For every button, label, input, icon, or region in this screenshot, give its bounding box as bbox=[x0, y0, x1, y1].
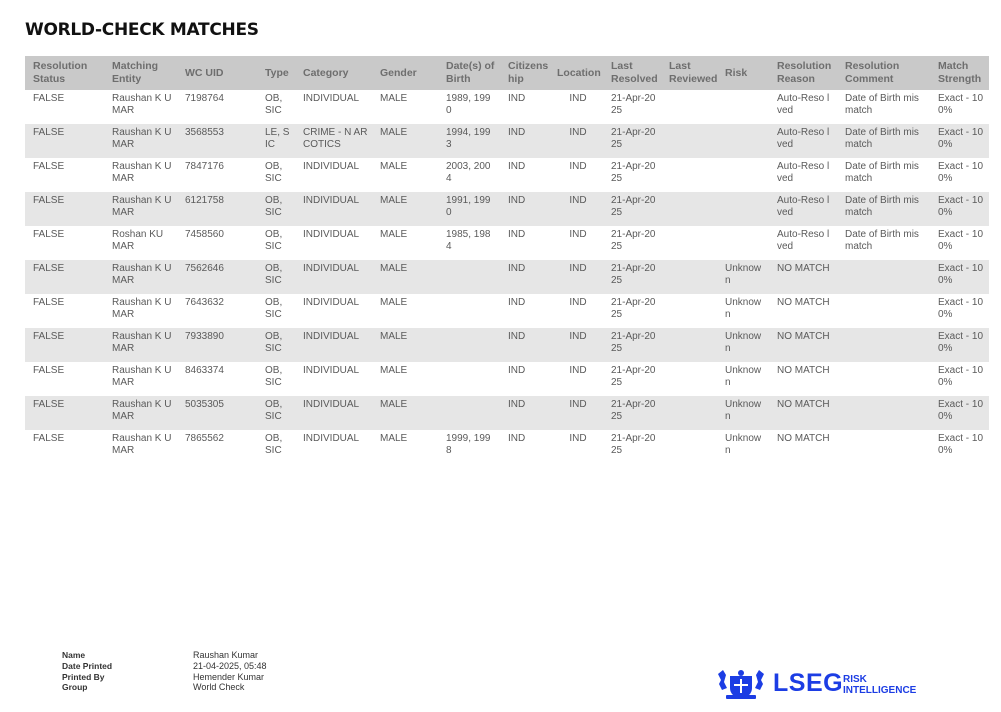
table-row bbox=[25, 226, 989, 260]
cell-resolution-reason: NO MATCH bbox=[769, 260, 837, 294]
cell-last-reviewed bbox=[661, 158, 717, 192]
cell-dob: 2003, 2004 bbox=[446, 161, 491, 184]
cell-wc-uid: 7865562 bbox=[185, 433, 224, 444]
cell-location: IND bbox=[549, 192, 603, 226]
footer-date-value: 21-04-2025, 05:48 bbox=[193, 660, 267, 671]
cell-resolution-comment bbox=[837, 260, 930, 294]
cell-location: IND bbox=[569, 297, 587, 308]
cell-citizenship: IND bbox=[508, 161, 526, 172]
footer-printed-by-value: Hemender Kumar bbox=[193, 671, 265, 682]
header-last-resolved: Last Resolved bbox=[603, 56, 661, 90]
cell-resolution-reason: NO MATCH bbox=[769, 396, 837, 430]
cell-wc-uid: 7933890 bbox=[177, 328, 257, 362]
header-gender: Gender bbox=[372, 56, 438, 90]
cell-resolution-status: FALSE bbox=[25, 328, 104, 362]
cell-type: OB, SIC bbox=[265, 297, 283, 320]
cell-last-reviewed bbox=[661, 124, 717, 158]
footer-name-value: Raushan Kumar bbox=[193, 650, 259, 660]
cell-risk bbox=[717, 192, 769, 226]
cell-match-strength: Exact - 100% bbox=[938, 365, 984, 388]
cell-last-reviewed bbox=[661, 226, 717, 260]
cell-type: OB, SIC bbox=[257, 192, 295, 226]
cell-risk: Unknown bbox=[725, 365, 762, 388]
cell-risk bbox=[717, 124, 769, 158]
cell-location: IND bbox=[569, 93, 587, 104]
cell-wc-uid: 8463374 bbox=[185, 365, 224, 376]
footer-group-value: World Check bbox=[193, 682, 245, 693]
cell-gender: MALE bbox=[380, 365, 408, 376]
cell-resolution-reason: Auto-Reso lved bbox=[769, 192, 837, 226]
cell-dob: 1985, 1984 bbox=[446, 229, 491, 252]
cell-resolution-status: FALSE bbox=[33, 93, 65, 104]
cell-resolution-status: FALSE bbox=[33, 365, 65, 376]
cell-dob: 1999, 1998 bbox=[446, 433, 491, 456]
cell-category: INDIVIDUAL bbox=[303, 93, 360, 104]
header-wc-uid: WC UID bbox=[177, 56, 257, 90]
cell-wc-uid: 7643632 bbox=[185, 297, 224, 308]
cell-category: INDIVIDUAL bbox=[303, 161, 360, 172]
cell-dob bbox=[438, 396, 500, 430]
header-type: Type bbox=[257, 56, 295, 90]
cell-category: INDIVIDUAL bbox=[303, 297, 360, 308]
cell-type: OB, SIC bbox=[257, 260, 295, 294]
cell-dob: 1989, 1990 bbox=[446, 93, 491, 116]
cell-match-strength: Exact - 100% bbox=[930, 260, 989, 294]
cell-match-strength: Exact - 100% bbox=[930, 328, 989, 362]
cell-wc-uid: 7562646 bbox=[177, 260, 257, 294]
cell-type: OB, SIC bbox=[265, 161, 283, 184]
header-risk: Risk bbox=[717, 56, 769, 90]
cell-matching-entity: Raushan K UMAR bbox=[104, 124, 177, 158]
logo-brand: LSEG bbox=[773, 669, 844, 697]
table-row bbox=[25, 124, 989, 158]
cell-type: OB, SIC bbox=[265, 433, 283, 456]
cell-citizenship: IND bbox=[500, 260, 549, 294]
cell-risk: Unknown bbox=[717, 328, 769, 362]
cell-category: CRIME - N ARCOTICS bbox=[295, 124, 372, 158]
cell-dob: 1994, 1993 bbox=[438, 124, 500, 158]
table-row bbox=[25, 362, 989, 396]
header-dob: Date(s) of Birth bbox=[438, 56, 500, 90]
cell-matching-entity: Raushan K UMAR bbox=[112, 93, 172, 116]
crest-icon bbox=[716, 668, 766, 702]
cell-last-resolved: 21-Apr-2025 bbox=[603, 328, 661, 362]
cell-matching-entity: Roshan KU MAR bbox=[112, 229, 164, 252]
cell-last-resolved: 21-Apr-2025 bbox=[603, 260, 661, 294]
cell-matching-entity: Raushan K UMAR bbox=[104, 260, 177, 294]
cell-resolution-status: FALSE bbox=[33, 297, 65, 308]
cell-resolution-comment bbox=[837, 396, 930, 430]
cell-resolution-reason: NO MATCH bbox=[769, 328, 837, 362]
cell-dob bbox=[438, 260, 500, 294]
cell-resolution-reason: Auto-Reso lved bbox=[769, 124, 837, 158]
cell-matching-entity: Raushan K UMAR bbox=[104, 192, 177, 226]
header-citizenship: Citizens hip bbox=[500, 56, 549, 90]
cell-gender: MALE bbox=[372, 396, 438, 430]
table-row bbox=[25, 192, 989, 226]
footer-name-label: Name bbox=[62, 650, 86, 660]
cell-resolution-comment bbox=[837, 294, 930, 328]
cell-citizenship: IND bbox=[500, 124, 549, 158]
header-resolution-reason: Resolution Reason bbox=[769, 56, 837, 90]
cell-type: OB, SIC bbox=[257, 396, 295, 430]
header-resolution-comment: Resolution Comment bbox=[837, 56, 930, 90]
logo-sub-line1: RISK bbox=[843, 674, 867, 685]
cell-category: INDIVIDUAL bbox=[295, 260, 372, 294]
lseg-logo bbox=[716, 668, 926, 702]
cell-type: OB, SIC bbox=[257, 328, 295, 362]
cell-last-reviewed bbox=[661, 192, 717, 226]
cell-last-resolved: 21-Apr-2025 bbox=[603, 396, 661, 430]
cell-citizenship: IND bbox=[508, 229, 526, 240]
cell-type: OB, SIC bbox=[265, 229, 283, 252]
cell-resolution-reason: Auto-Reso lved bbox=[777, 161, 830, 184]
header-matching-entity: Matching Entity bbox=[104, 56, 177, 90]
cell-resolution-comment: Date of Birth mismatch bbox=[845, 161, 919, 184]
cell-matching-entity: Raushan K UMAR bbox=[112, 365, 172, 388]
cell-resolution-comment: Date of Birth mismatch bbox=[837, 192, 930, 226]
cell-type: OB, SIC bbox=[265, 93, 283, 116]
cell-resolution-comment: Date of Birth mismatch bbox=[845, 93, 919, 116]
footer-date-label: Date Printed bbox=[62, 660, 113, 671]
cell-gender: MALE bbox=[380, 297, 408, 308]
cell-citizenship: IND bbox=[508, 365, 526, 376]
cell-resolution-comment bbox=[837, 328, 930, 362]
cell-risk bbox=[717, 226, 769, 260]
logo-subtitle bbox=[843, 674, 916, 696]
cell-last-reviewed bbox=[661, 396, 717, 430]
header-category: Category bbox=[295, 56, 372, 90]
cell-type: LE, SIC bbox=[257, 124, 295, 158]
cell-resolution-reason: Auto-Reso lved bbox=[777, 229, 830, 252]
cell-location: IND bbox=[549, 328, 603, 362]
cell-resolution-status: FALSE bbox=[25, 260, 104, 294]
cell-gender: MALE bbox=[380, 161, 408, 172]
cell-match-strength: Exact - 100% bbox=[938, 93, 984, 116]
cell-match-strength: Exact - 100% bbox=[938, 433, 984, 456]
cell-location: IND bbox=[569, 433, 587, 444]
cell-resolution-comment bbox=[837, 430, 930, 464]
cell-gender: MALE bbox=[372, 192, 438, 226]
cell-resolution-comment: Date of Birth mismatch bbox=[837, 124, 930, 158]
table-row bbox=[25, 158, 989, 192]
cell-risk: Unknown bbox=[717, 396, 769, 430]
cell-match-strength: Exact - 100% bbox=[930, 124, 989, 158]
cell-category: INDIVIDUAL bbox=[303, 365, 360, 376]
cell-gender: MALE bbox=[372, 260, 438, 294]
cell-wc-uid: 7847176 bbox=[185, 161, 224, 172]
cell-citizenship: IND bbox=[500, 328, 549, 362]
cell-last-reviewed bbox=[661, 90, 717, 124]
table-row bbox=[25, 430, 989, 464]
cell-category: INDIVIDUAL bbox=[303, 229, 360, 240]
cell-dob bbox=[438, 362, 500, 396]
cell-last-reviewed bbox=[661, 430, 717, 464]
cell-wc-uid: 5035305 bbox=[177, 396, 257, 430]
cell-gender: MALE bbox=[380, 229, 408, 240]
cell-citizenship: IND bbox=[500, 396, 549, 430]
cell-match-strength: Exact - 100% bbox=[938, 297, 984, 320]
cell-gender: MALE bbox=[372, 124, 438, 158]
table-body bbox=[25, 90, 989, 464]
cell-last-reviewed bbox=[661, 362, 717, 396]
cell-wc-uid: 7458560 bbox=[185, 229, 224, 240]
cell-match-strength: Exact - 100% bbox=[930, 192, 989, 226]
header-last-reviewed: Last Reviewed bbox=[661, 56, 717, 90]
cell-last-resolved: 21-Apr-2025 bbox=[611, 229, 656, 252]
cell-resolution-status: FALSE bbox=[33, 161, 65, 172]
cell-risk: Unknown bbox=[725, 297, 762, 320]
cell-wc-uid: 6121758 bbox=[177, 192, 257, 226]
cell-category: INDIVIDUAL bbox=[295, 396, 372, 430]
cell-resolution-status: FALSE bbox=[33, 433, 65, 444]
cell-risk bbox=[717, 90, 769, 124]
cell-last-resolved: 21-Apr-2025 bbox=[611, 433, 656, 456]
table-row bbox=[25, 294, 989, 328]
table-row bbox=[25, 260, 989, 294]
cell-resolution-status: FALSE bbox=[25, 192, 104, 226]
footer-printed-by-label: Printed By bbox=[62, 671, 105, 682]
cell-matching-entity: Raushan K UMAR bbox=[112, 433, 172, 456]
cell-dob bbox=[438, 328, 500, 362]
cell-wc-uid: 3568553 bbox=[177, 124, 257, 158]
cell-last-resolved: 21-Apr-2025 bbox=[611, 161, 656, 184]
cell-location: IND bbox=[549, 124, 603, 158]
cell-location: IND bbox=[569, 365, 587, 376]
cell-gender: MALE bbox=[380, 93, 408, 104]
cell-last-resolved: 21-Apr-2025 bbox=[611, 365, 656, 388]
cell-match-strength: Exact - 100% bbox=[930, 396, 989, 430]
logo-sub-line2: INTELLIGENCE bbox=[843, 685, 917, 696]
table-row bbox=[25, 396, 989, 430]
cell-category: INDIVIDUAL bbox=[295, 328, 372, 362]
cell-citizenship: IND bbox=[500, 192, 549, 226]
cell-gender: MALE bbox=[372, 328, 438, 362]
table-row bbox=[25, 328, 989, 362]
cell-dob bbox=[438, 294, 500, 328]
footer-group-label: Group bbox=[62, 682, 88, 693]
cell-category: INDIVIDUAL bbox=[295, 192, 372, 226]
cell-resolution-status: FALSE bbox=[25, 124, 104, 158]
cell-last-resolved: 21-Apr-2025 bbox=[603, 192, 661, 226]
cell-citizenship: IND bbox=[508, 433, 526, 444]
print-info bbox=[62, 650, 267, 693]
cell-risk: Unknown bbox=[725, 433, 762, 456]
table-row bbox=[25, 90, 989, 124]
cell-wc-uid: 7198764 bbox=[185, 93, 224, 104]
cell-risk bbox=[717, 158, 769, 192]
header-location: Location bbox=[549, 56, 603, 90]
cell-matching-entity: Raushan K UMAR bbox=[112, 297, 172, 320]
cell-last-resolved: 21-Apr-2025 bbox=[611, 297, 656, 320]
cell-last-reviewed bbox=[661, 294, 717, 328]
cell-resolution-reason: NO MATCH bbox=[777, 297, 830, 308]
cell-resolution-comment: Date of Birth mismatch bbox=[845, 229, 919, 252]
cell-citizenship: IND bbox=[508, 93, 526, 104]
cell-resolution-status: FALSE bbox=[25, 396, 104, 430]
cell-resolution-status: FALSE bbox=[33, 229, 65, 240]
cell-match-strength: Exact - 100% bbox=[938, 229, 984, 252]
cell-last-reviewed bbox=[661, 260, 717, 294]
page-title: WORLD-CHECK MATCHES bbox=[25, 20, 259, 40]
cell-last-reviewed bbox=[661, 328, 717, 362]
cell-matching-entity: Raushan K UMAR bbox=[104, 328, 177, 362]
cell-type: OB, SIC bbox=[265, 365, 283, 388]
table-header-row bbox=[25, 56, 989, 90]
cell-dob: 1991, 1990 bbox=[438, 192, 500, 226]
cell-location: IND bbox=[549, 396, 603, 430]
cell-category: INDIVIDUAL bbox=[303, 433, 360, 444]
cell-last-resolved: 21-Apr-2025 bbox=[611, 93, 656, 116]
cell-citizenship: IND bbox=[508, 297, 526, 308]
cell-location: IND bbox=[549, 260, 603, 294]
cell-gender: MALE bbox=[380, 433, 408, 444]
header-match-strength: Match Strength bbox=[930, 56, 989, 90]
cell-match-strength: Exact - 100% bbox=[938, 161, 984, 184]
cell-resolution-reason: NO MATCH bbox=[777, 433, 830, 444]
cell-location: IND bbox=[569, 229, 587, 240]
cell-resolution-reason: NO MATCH bbox=[777, 365, 830, 376]
matches-table bbox=[25, 56, 989, 464]
cell-location: IND bbox=[569, 161, 587, 172]
cell-risk: Unknown bbox=[717, 260, 769, 294]
cell-last-resolved: 21-Apr-2025 bbox=[603, 124, 661, 158]
cell-resolution-reason: Auto-Reso lved bbox=[777, 93, 830, 116]
cell-resolution-comment bbox=[837, 362, 930, 396]
header-resolution-status: Resolution Status bbox=[25, 56, 104, 90]
cell-matching-entity: Raushan K UMAR bbox=[112, 161, 172, 184]
cell-matching-entity: Raushan K UMAR bbox=[104, 396, 177, 430]
